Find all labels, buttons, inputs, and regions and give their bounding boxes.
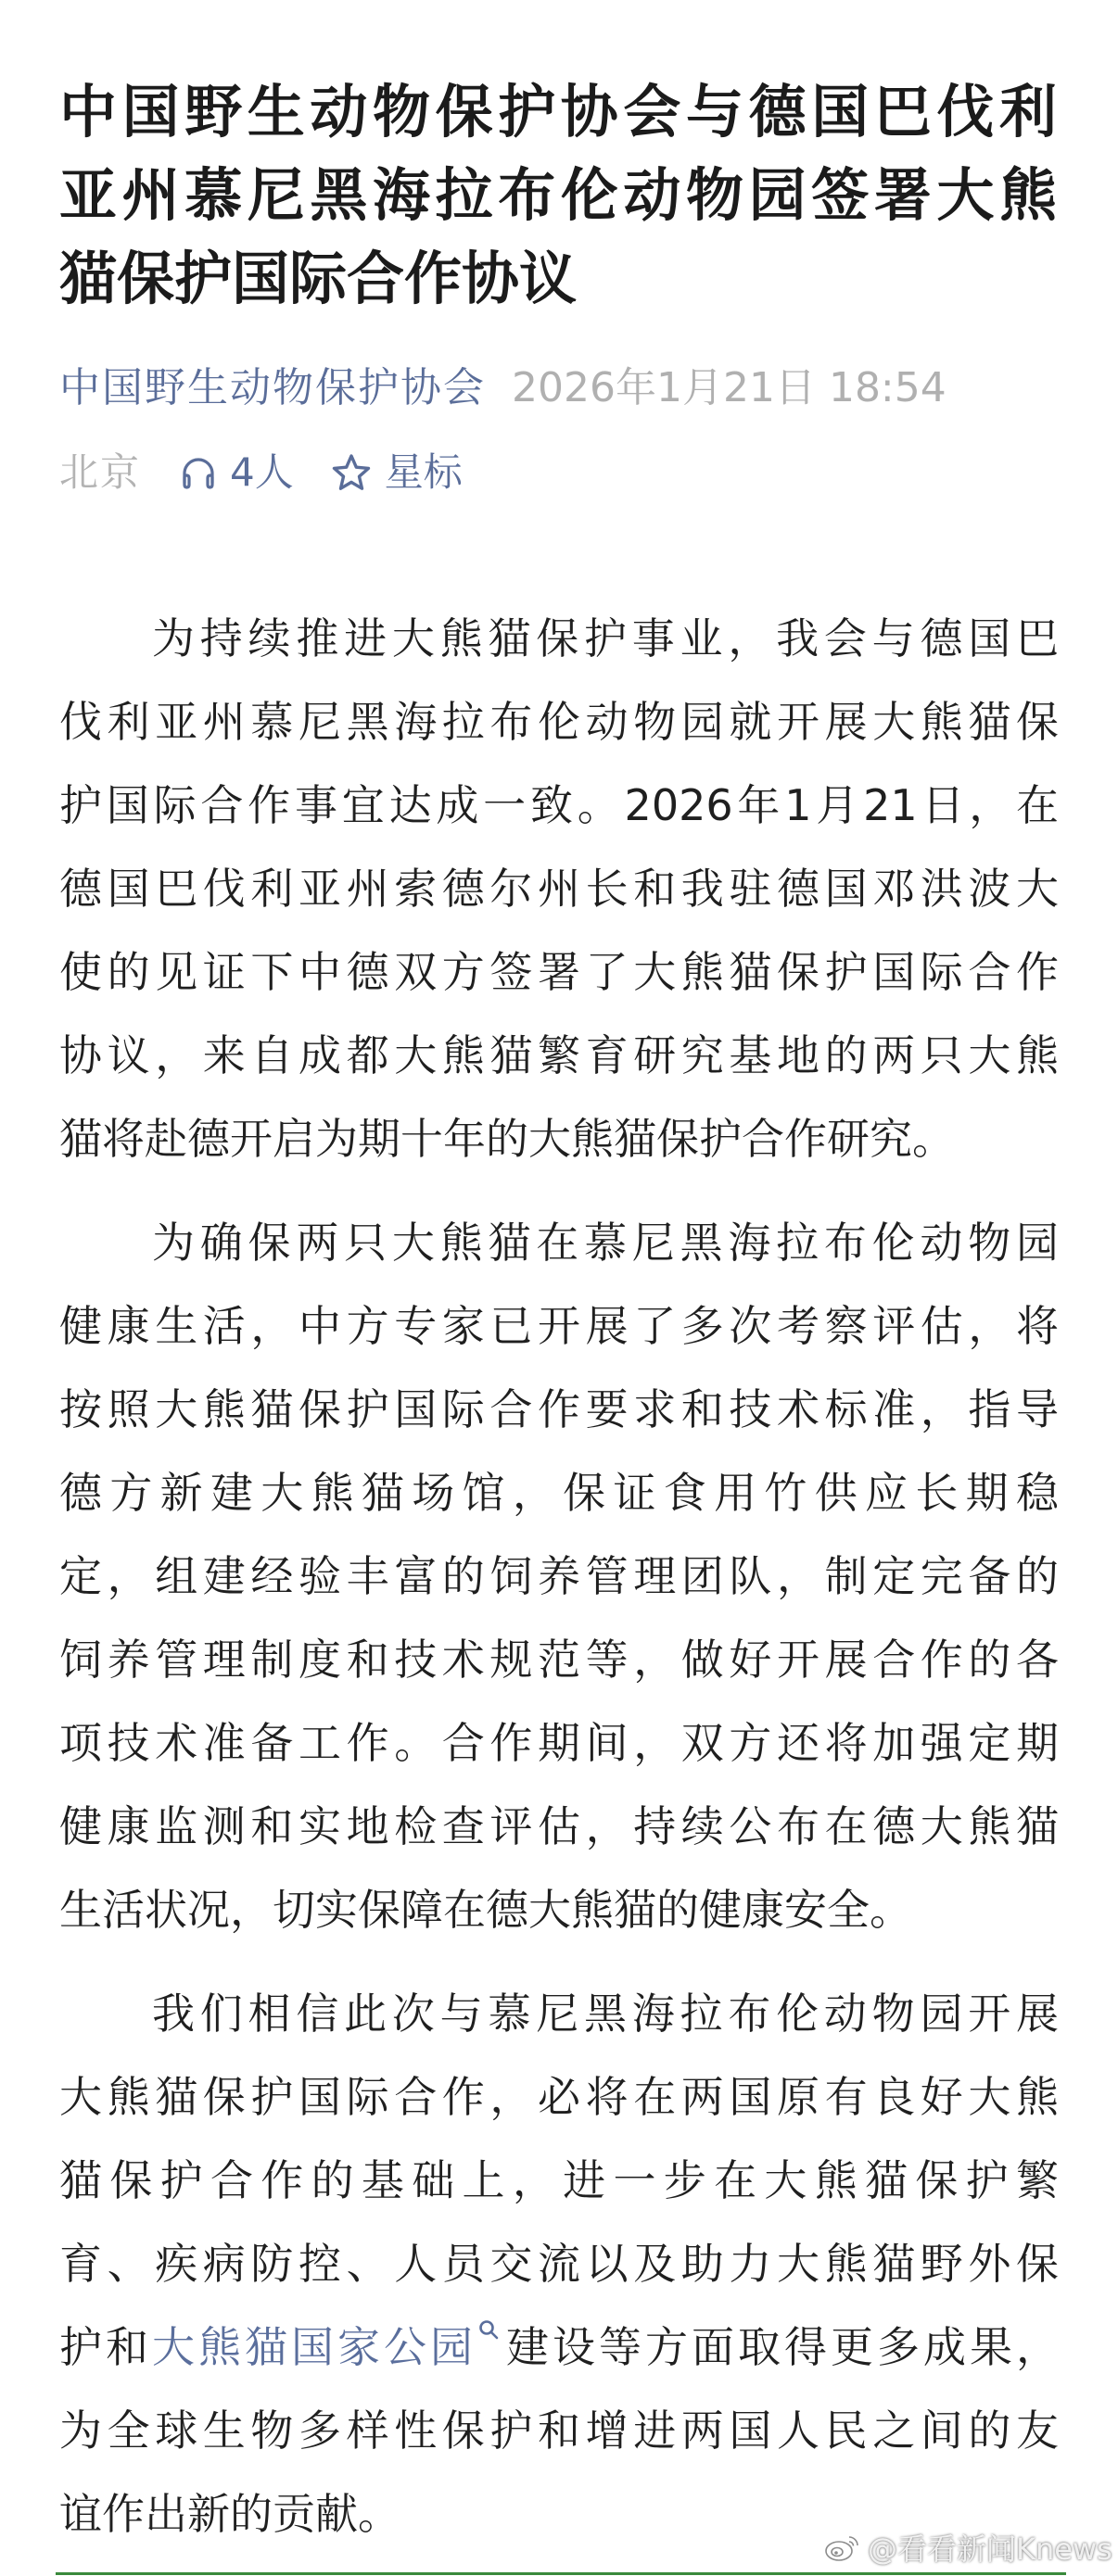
article-title (59, 70, 1057, 321)
body-line: 为确保两只大熊猫在慕尼黑海拉布伦动物园 (152, 1218, 1059, 1268)
body-line: 健康监测和实地检查评估，持续公布在德大熊猫 (59, 1801, 1059, 1851)
body-line: 饲养管理制度和技术规范等，做好开展合作的各 (59, 1635, 1059, 1685)
search-icon (478, 2319, 499, 2342)
star-outline-icon (331, 453, 372, 492)
body-line: 谊作出新的贡献。 (59, 2489, 400, 2539)
title-line: 亚州慕尼黑海拉布伦动物园签署大熊 (59, 161, 1057, 229)
body-line: 为持续推进大熊猫保护事业，我会与德国巴 (152, 613, 1059, 663)
body-line: 使的见证下中德双方签署了大熊猫保护国际合作 (59, 947, 1059, 997)
body-line: 按照大熊猫保护国际合作要求和技术标准，指导 (59, 1384, 1059, 1434)
link-suffix-text: 建设等方面取得更多成果， (502, 2322, 1059, 2372)
body-line: 为全球生物多样性保护和增进两国人民之间的友 (59, 2406, 1059, 2456)
body-line: 生活状况，切实保障在德大熊猫的健康安全。 (59, 1885, 912, 1935)
title-line: 猫保护国际合作协议 (59, 245, 578, 312)
paragraph-1 (59, 597, 1059, 1181)
source-watermark (823, 2532, 1112, 2567)
body-line: 德国巴伐利亚州索德尔州长和我驻德国邓洪波大 (59, 864, 1059, 914)
body-line: 伐利亚州慕尼黑海拉布伦动物园就开展大熊猫保 (59, 697, 1059, 747)
body-line: 项技术准备工作。合作期间，双方还将加强定期 (59, 1718, 1059, 1768)
location: 北京 (59, 449, 142, 495)
star-button[interactable] (331, 447, 463, 499)
body-line: 猫保护合作的基础上，进一步在大熊猫保护繁 (59, 2155, 1059, 2205)
body-line: 猫将赴德开启为期十年的大熊猫保护合作研究。 (59, 1114, 955, 1164)
paragraph-3 (59, 1972, 1059, 2556)
link-prefix-text: 护和 (59, 2322, 152, 2372)
star-label: 星标 (384, 449, 463, 495)
topic-link-text: 大熊猫国家公园 (152, 2322, 476, 2372)
body-line: 定，组建经验丰富的饲养管理团队，制定完备的 (59, 1551, 1059, 1601)
article-byline (59, 361, 946, 415)
watermark-text: @看看新闻Knews (868, 2532, 1112, 2567)
weibo-logo-icon (823, 2532, 862, 2562)
body-line: 我们相信此次与慕尼黑海拉布伦动物园开展 (152, 1989, 1059, 2039)
body-line: 德方新建大熊猫场馆，保证食用竹供应长期稳 (59, 1468, 1059, 1518)
headphones-icon (180, 455, 217, 490)
body-line: 协议，来自成都大熊猫繁育研究基地的两只大熊 (59, 1030, 1059, 1080)
paragraph-2 (59, 1201, 1059, 1951)
body-line: 护国际合作事宜达成一致。2026年1月21日，在 (59, 780, 1059, 830)
topic-link-giant-panda-national-park[interactable] (152, 2322, 502, 2372)
article-meta (59, 447, 463, 499)
body-line: 大熊猫保护国际合作，必将在两国原有良好大熊 (59, 2072, 1059, 2122)
article-body (59, 597, 1059, 2576)
body-line: 育、疾病防控、人员交流以及助力大熊猫野外保 (59, 2239, 1059, 2289)
publish-date: 2026年1月21日 18:54 (512, 364, 946, 411)
body-line: 健康生活，中方专家已开展了多次考察评估，将 (59, 1301, 1059, 1351)
title-line: 中国野生动物保护协会与德国巴伐利 (59, 78, 1057, 145)
body-line-with-link (59, 2305, 1059, 2389)
listen-count: 4人 (230, 449, 294, 495)
author-link[interactable]: 中国野生动物保护协会 (59, 364, 486, 411)
listen-button[interactable] (180, 447, 294, 499)
